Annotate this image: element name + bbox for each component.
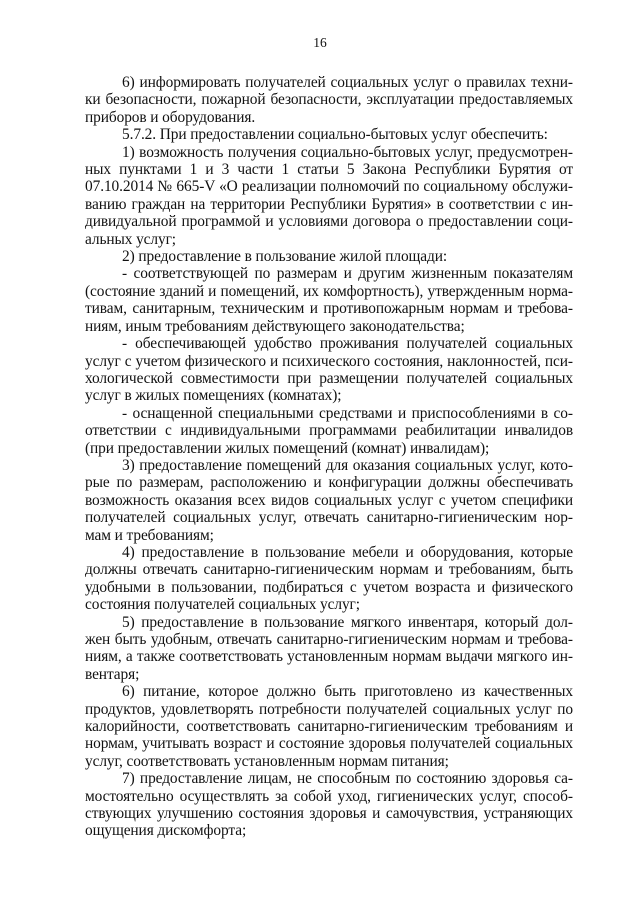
paragraph-item-5-soft-inventory: 5) предоставление в пользование мягкого инвентаря, который должен быть удобным, отвечать санитарно-гигиеническим нормам и требованиям, а также соответствовать установленным нормам выдачи мягкого инвентаря; <box>85 613 573 683</box>
paragraph-item-6-safety-info: 6) информировать получателей социальных услуг о правилах техники безопасности, пожарной безопасности, эксплуатации предоставляемых приборов и оборудования. <box>85 74 573 126</box>
paragraph-living-space-norms: - соответствующей по размерам и другим жизненным показателям (состояние зданий и помещений, их комфортность), утвержденным нормативам, санитарным, техническим и противопожарным нормам и требованиям, иным требованиям действующего законодательства; <box>85 265 573 335</box>
page-number: 16 <box>313 35 327 50</box>
paragraph-item-6-nutrition: 6) питание, которое должно быть приготовлено из качественных продуктов, удовлетворять потребности получателей социальных услуг по калорийности, соответствовать санитарно-гигиеническим требованиям и нормам, учитывать возраст и состояние здоровья получателей социальных услуг, соответствовать установленным нормам питания; <box>85 683 573 770</box>
paragraph-item-1-services-access: 1) возможность получения социально-бытовых услуг, предусмотренных пунктами 1 и 3 части 1 статьи 5 Закона Республики Бурятия от 07.10.2014 № 665-V «О реализации полномочий по социальному обслуживанию граждан на территории Республики Бурятия» в соответствии с индивидуальной программой и условиями договора о предоставлении социальных услуг; <box>85 143 573 248</box>
paragraph-item-4-furniture: 4) предоставление в пользование мебели и оборудования, которые должны отвечать санитарно-гигиеническим нормам и требованиям, быть удобными в пользовании, подбираться с учетом возраста и физического состояния получателей социальных услуг; <box>85 543 573 614</box>
paragraph-item-2-living-space: 2) предоставление в пользование жилой площади: <box>122 248 448 266</box>
paragraph-section-5-7-2: 5.7.2. При предоставлении социально-бытовых услуг обеспечить: <box>122 126 548 144</box>
paragraph-living-space-comfort: - обеспечивающей удобство проживания получателей социальных услуг с учетом физического и психического состояния, наклонностей, психологической совместимости при размещении получателей социальных услуг в жилых помещениях (комнатах); <box>85 335 573 405</box>
document-body <box>85 74 573 840</box>
paragraph-living-space-equipment: - оснащенной специальными средствами и приспособлениями в соответствии с индивидуальными программами реабилитации инвалидов (при предоставлении жилых помещений (комнат) инвалидам); <box>85 404 573 457</box>
paragraph-item-3-premises: 3) предоставление помещений для оказания социальных услуг, которые по размерам, расположению и конфигурации должны обеспечивать возможность оказания всех видов социальных услуг с учетом специфики получателей социальных услуг, отвечать санитарно-гигиеническим нормам и требованиям; <box>85 456 573 544</box>
paragraph-item-7-hygiene: 7) предоставление лицам, не способным по состоянию здоровья самостоятельно осуществлять за собой уход, гигиенических услуг, способствующих улучшению состояния здоровья и самочувствия, устраняющих ощущения дискомфорта; <box>85 770 573 840</box>
